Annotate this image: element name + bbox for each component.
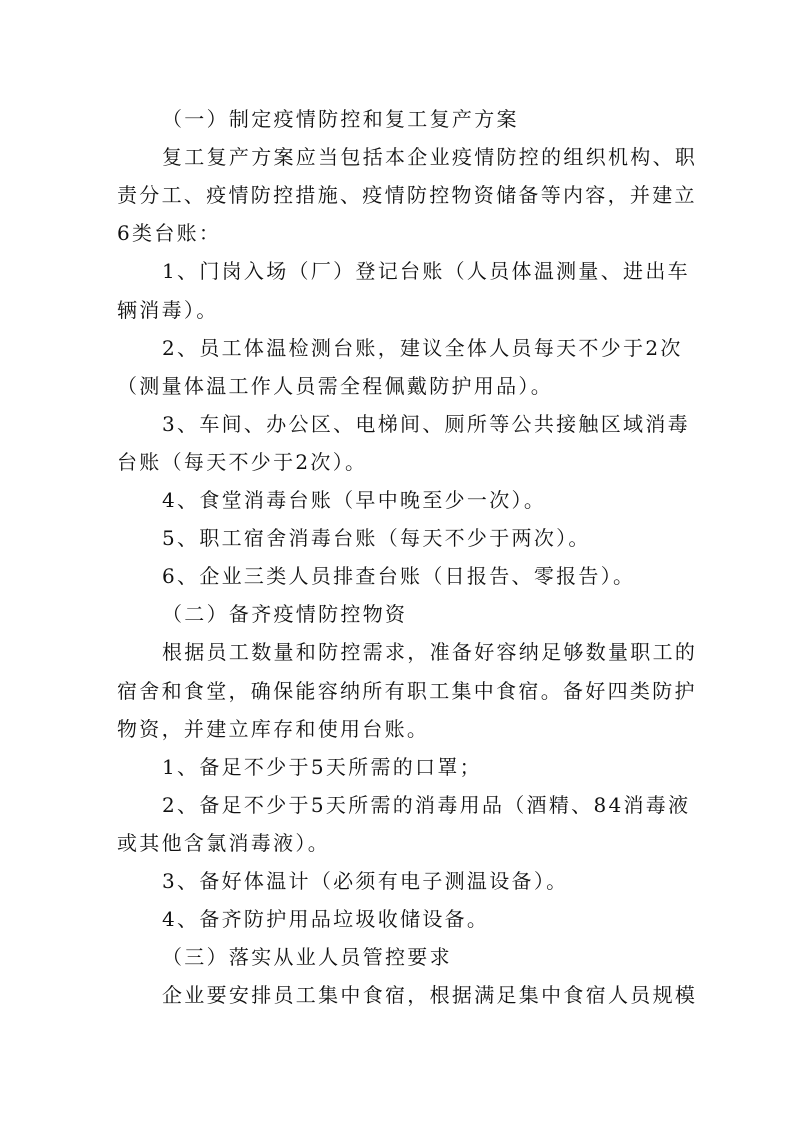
text-line: 1、备足不少于5天所需的口罩；	[162, 754, 482, 779]
text-line: 4、备齐防护用品垃圾收储设备。	[162, 907, 490, 932]
text-line: （测量体温工作人员需全程佩戴防护用品）。	[117, 373, 553, 398]
text-line: 2、员工体温检测台账，建议全体人员每天不少于2次	[162, 335, 683, 360]
text-line: 宿舍和食堂，确保能容纳所有职工集中食宿。备好四类防护	[117, 678, 697, 703]
text-line: 物资，并建立库存和使用台账。	[117, 716, 430, 741]
text-line: 4、食堂消毒台账（早中晚至少一次）。	[162, 488, 547, 512]
text-line: 3、备好体温计（必须有电子测温设备）。	[162, 869, 569, 893]
text-line: 企业要安排员工集中食宿，根据满足集中食宿人员规模	[162, 983, 698, 1008]
section-heading: （三）落实从业人员管控要求	[162, 945, 452, 970]
text-line: 5、职工宿舍消毒台账（每天不少于两次）。	[162, 526, 591, 551]
text-line: 复工复产方案应当包括本企业疫情防控的组织机构、职	[162, 145, 698, 170]
text-line: 6、企业三类人员排查台账（日报告、零报告）。	[162, 564, 636, 589]
section-heading: （二）备齐疫情防控物资	[162, 602, 408, 627]
section-heading: （一）制定疫情防控和复工复产方案	[162, 107, 519, 131]
text-line: 责分工、疫情防控措施、疫情防控物资储备等内容，并建立	[117, 183, 697, 208]
text-line: 台账（每天不少于2次）。	[117, 449, 368, 474]
text-line: 辆消毒）。	[117, 297, 219, 322]
text-line: 或其他含氯消毒液）。	[117, 830, 330, 855]
text-line: 6类台账：	[117, 221, 222, 246]
text-line: 根据员工数量和防控需求，准备好容纳足够数量职工的	[162, 640, 698, 665]
text-line: 3、车间、办公区、电梯间、厕所等公共接触区域消毒	[162, 411, 690, 436]
text-line: 1、门岗入场（厂）登记台账（人员体温测量、进出车	[162, 259, 690, 284]
text-line: 2、备足不少于5天所需的消毒用品（酒精、84消毒液	[162, 792, 691, 817]
